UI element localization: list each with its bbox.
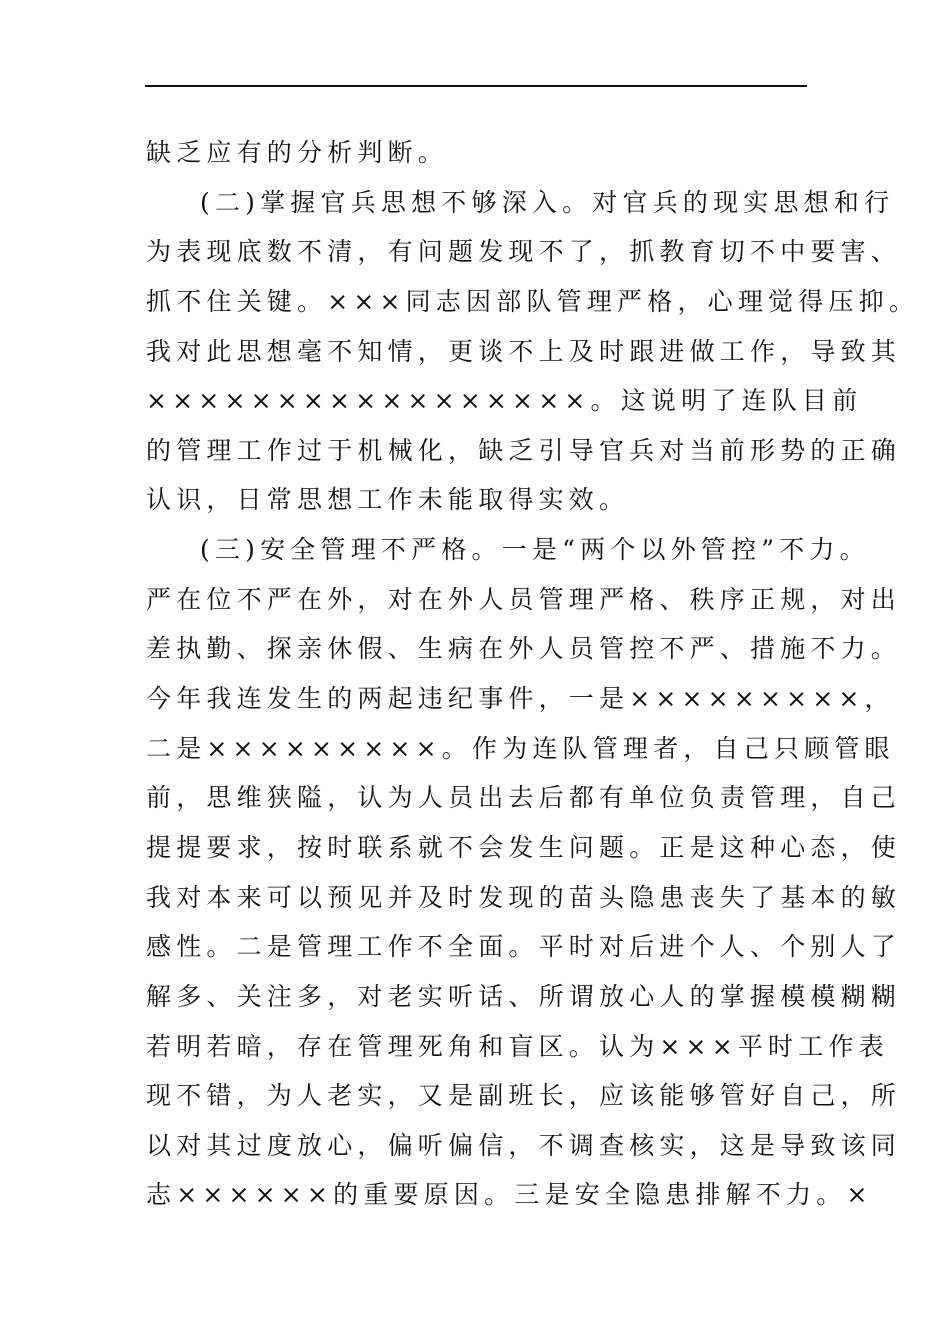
text-line: (三)安全管理不严格。一是“两个以外管控”不力。	[200, 535, 870, 565]
text-line: 我对此思想毫不知情，更谈不上及时跟进做工作，导致其	[146, 336, 902, 366]
document-body	[146, 128, 920, 1220]
text-line: 二是×××××××××。作为连队管理者，自己只顾管眼	[146, 733, 895, 763]
text-line: 前，思维狭隘，认为人员出去后都有单位负责管理，自己	[146, 783, 902, 813]
text-line: 以对其过度放心，偏听偏信，不调查核实，这是导致该同	[146, 1130, 902, 1160]
text-line: 严在位不严在外，对在外人员管理严格、秩序正规，对出	[146, 584, 902, 614]
text-line: 差执勤、探亲休假、生病在外人员管控不严、措施不力。	[146, 634, 902, 664]
text-line: 感性。二是管理工作不全面。平时对后进个人、个别人了	[146, 932, 902, 962]
text-line: 缺乏应有的分析判断。	[146, 138, 449, 167]
text-line: 志××××××的重要原因。三是安全隐患排解不力。×	[146, 1180, 873, 1210]
text-line: 认识，日常思想工作未能取得实效。	[146, 485, 630, 515]
text-line: 现不错，为人老实，又是副班长，应该能够管好自己，所	[146, 1081, 902, 1111]
text-line: 若明若暗，存在管理死角和盲区。认为×××平时工作表	[146, 1031, 889, 1061]
text-line: 今年我连发生的两起违纪事件，一是×××××××××，	[146, 684, 895, 714]
text-line: (二)掌握官兵思想不够深入。对官兵的现实思想和行	[200, 187, 895, 217]
text-line: 为表现底数不清，有问题发现不了，抓教育切不中要害、	[146, 237, 902, 267]
text-line: 的管理工作过于机械化，缺乏引导官兵对当前形势的正确	[146, 435, 902, 465]
text-line: ×××××××××××××××××。这说明了连队目前	[146, 386, 863, 416]
text-line: 我对本来可以预见并及时发现的苗头隐患丧失了基本的敏	[146, 882, 902, 912]
text-line: 提提要求，按时联系就不会发生问题。正是这种心态，使	[146, 832, 902, 862]
text-line: 解多、关注多，对老实听话、所谓放心人的掌握模模糊糊	[146, 981, 902, 1011]
text-line: 抓不住关键。×××同志因部队管理严格，心理觉得压抑。	[146, 286, 920, 316]
header-rule	[145, 85, 807, 87]
